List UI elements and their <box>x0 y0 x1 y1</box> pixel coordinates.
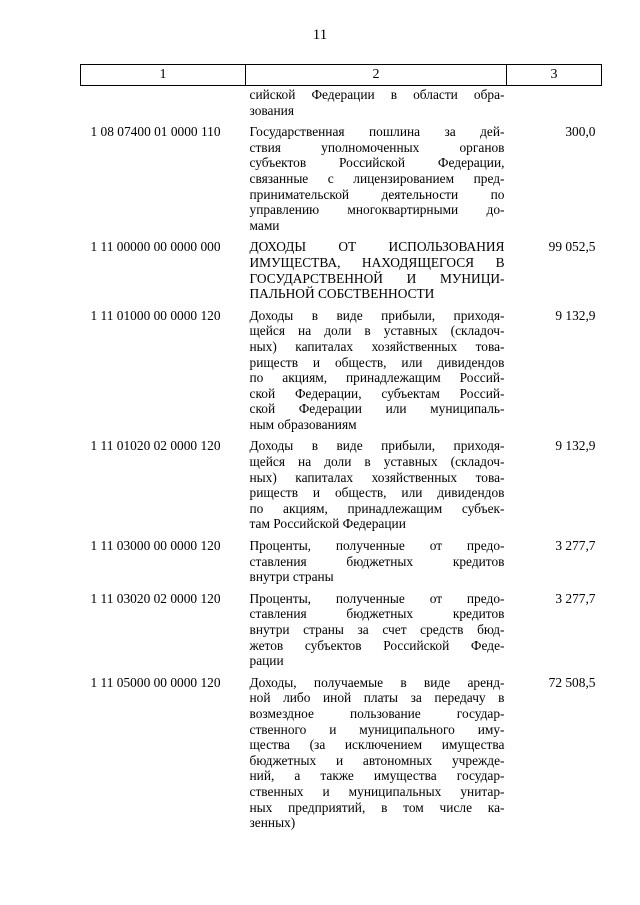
table-row <box>81 305 602 436</box>
name-line: ственных и муниципальных унитар- <box>249 783 505 799</box>
table-cell-name <box>246 588 507 672</box>
name-line: Государственная пошлина за дей- <box>249 124 505 140</box>
name-line: внутри страны <box>249 569 334 585</box>
table-cell-value: 3 277,7 <box>555 538 596 554</box>
name-line: щейся на доли в уставных (складоч- <box>249 454 505 470</box>
column-header-3: 3 <box>507 65 602 86</box>
name-line: жетов субъектов Российской Феде- <box>249 637 505 653</box>
name-line: ной либо иной платы за передачу в <box>249 690 505 706</box>
name-line: внутри страны за счет средств бюд- <box>249 622 505 637</box>
table-cell-code: 1 11 05000 00 0000 120 <box>90 674 221 690</box>
name-line: сийской Федерации в области обра- <box>249 87 505 102</box>
name-line: Доходы в виде прибыли, приходя- <box>249 438 505 454</box>
name-line: бюджетных и автономных учрежде- <box>249 752 505 768</box>
table-cell-code: 1 11 03000 00 0000 120 <box>90 538 221 554</box>
name-line: возмездное пользование государ- <box>249 705 505 721</box>
table-cell-value: 300,0 <box>565 124 596 140</box>
name-line: ным образованиям <box>249 416 357 432</box>
name-line: по акциям, принадлежащим субъек- <box>249 500 505 516</box>
name-line: ИМУЩЕСТВА, НАХОДЯЩЕГОСЯ В <box>249 254 505 270</box>
table-cell-code: 1 08 07400 01 0000 110 <box>90 124 221 140</box>
table-cell-name <box>246 535 507 588</box>
name-line: ных) капиталах хозяйственных това- <box>249 338 505 354</box>
table-body <box>81 86 602 834</box>
name-line: ГОСУДАРСТВЕННОЙ И МУНИЦИ- <box>249 270 505 286</box>
column-header-2: 2 <box>246 65 507 86</box>
table-row <box>81 672 602 834</box>
table-row <box>81 535 602 588</box>
table-cell-value <box>507 86 602 122</box>
table-row <box>81 435 602 535</box>
name-line: ствия уполномоченных органов <box>249 139 505 155</box>
table-cell-value: 72 508,5 <box>548 674 596 690</box>
revenue-table <box>80 64 602 834</box>
table-cell-name <box>246 121 507 236</box>
name-line: мами <box>249 217 280 233</box>
table-cell-code: 1 11 03020 02 0000 120 <box>90 590 221 606</box>
name-line: ставления бюджетных кредитов <box>249 606 505 622</box>
table-cell-code: 1 11 00000 00 0000 000 <box>90 239 221 255</box>
table-cell-code: 1 11 01000 00 0000 120 <box>90 307 221 323</box>
name-line: щейся на доли в уставных (складоч- <box>249 323 505 339</box>
table-cell-value: 3 277,7 <box>555 590 596 606</box>
table-row-continuation <box>81 86 602 122</box>
name-line: ставления бюджетных кредитов <box>249 553 505 569</box>
name-line: принимательской деятельности по <box>249 186 505 202</box>
name-line: Проценты, полученные от предо- <box>249 590 505 606</box>
name-line: там Российской Федерации <box>249 516 406 532</box>
name-line: щества (за исключением имущества <box>249 737 505 753</box>
name-line: Проценты, полученные от предо- <box>249 538 505 554</box>
name-line: управлению многоквартирными до- <box>249 202 505 218</box>
name-line: ных предприятий, в том числе ка- <box>249 799 505 815</box>
page-number: 11 <box>312 27 328 43</box>
name-line: ных) капиталах хозяйственных това- <box>249 469 505 485</box>
name-line: связанные с лицензированием пред- <box>249 170 505 186</box>
name-line: зенных) <box>249 815 296 831</box>
name-line: риществ и обществ, или дивидендов <box>249 485 505 501</box>
name-line: ПАЛЬНОЙ СОБСТВЕННОСТИ <box>249 286 435 302</box>
column-header-1: 1 <box>81 65 246 86</box>
name-line: ской Федерации, субъектам Россий- <box>249 385 505 401</box>
name-line: ДОХОДЫ ОТ ИСПОЛЬЗОВАНИЯ <box>249 239 505 255</box>
table-cell-value: 9 132,9 <box>555 307 596 323</box>
table-row <box>81 588 602 672</box>
name-line: ской Федерации или муниципаль- <box>249 401 505 417</box>
name-line: Доходы в виде прибыли, приходя- <box>249 307 505 323</box>
table-cell-name <box>246 236 507 304</box>
table-cell-name <box>246 305 507 436</box>
name-line: зования <box>249 102 294 118</box>
table-header-row <box>81 65 602 86</box>
table-cell-name <box>246 672 507 834</box>
name-line: Доходы, получаемые в виде аренд- <box>249 674 505 690</box>
table-row <box>81 121 602 236</box>
table-cell-name <box>246 86 507 122</box>
name-line: по акциям, принадлежащим Россий- <box>249 370 505 386</box>
table-cell-value: 99 052,5 <box>548 239 596 255</box>
name-line: ственного и муниципального иму- <box>249 721 505 737</box>
table-cell-value: 9 132,9 <box>555 438 596 454</box>
table-cell-code: 1 11 01020 02 0000 120 <box>90 438 221 454</box>
name-line: рации <box>249 653 284 669</box>
name-line: ний, а также имущества государ- <box>249 768 505 784</box>
table-row <box>81 236 602 304</box>
name-line: субъектов Российской Федерации, <box>249 155 505 171</box>
table-cell-name <box>246 435 507 535</box>
table-cell-code <box>81 86 246 122</box>
name-line: риществ и обществ, или дивидендов <box>249 354 505 370</box>
